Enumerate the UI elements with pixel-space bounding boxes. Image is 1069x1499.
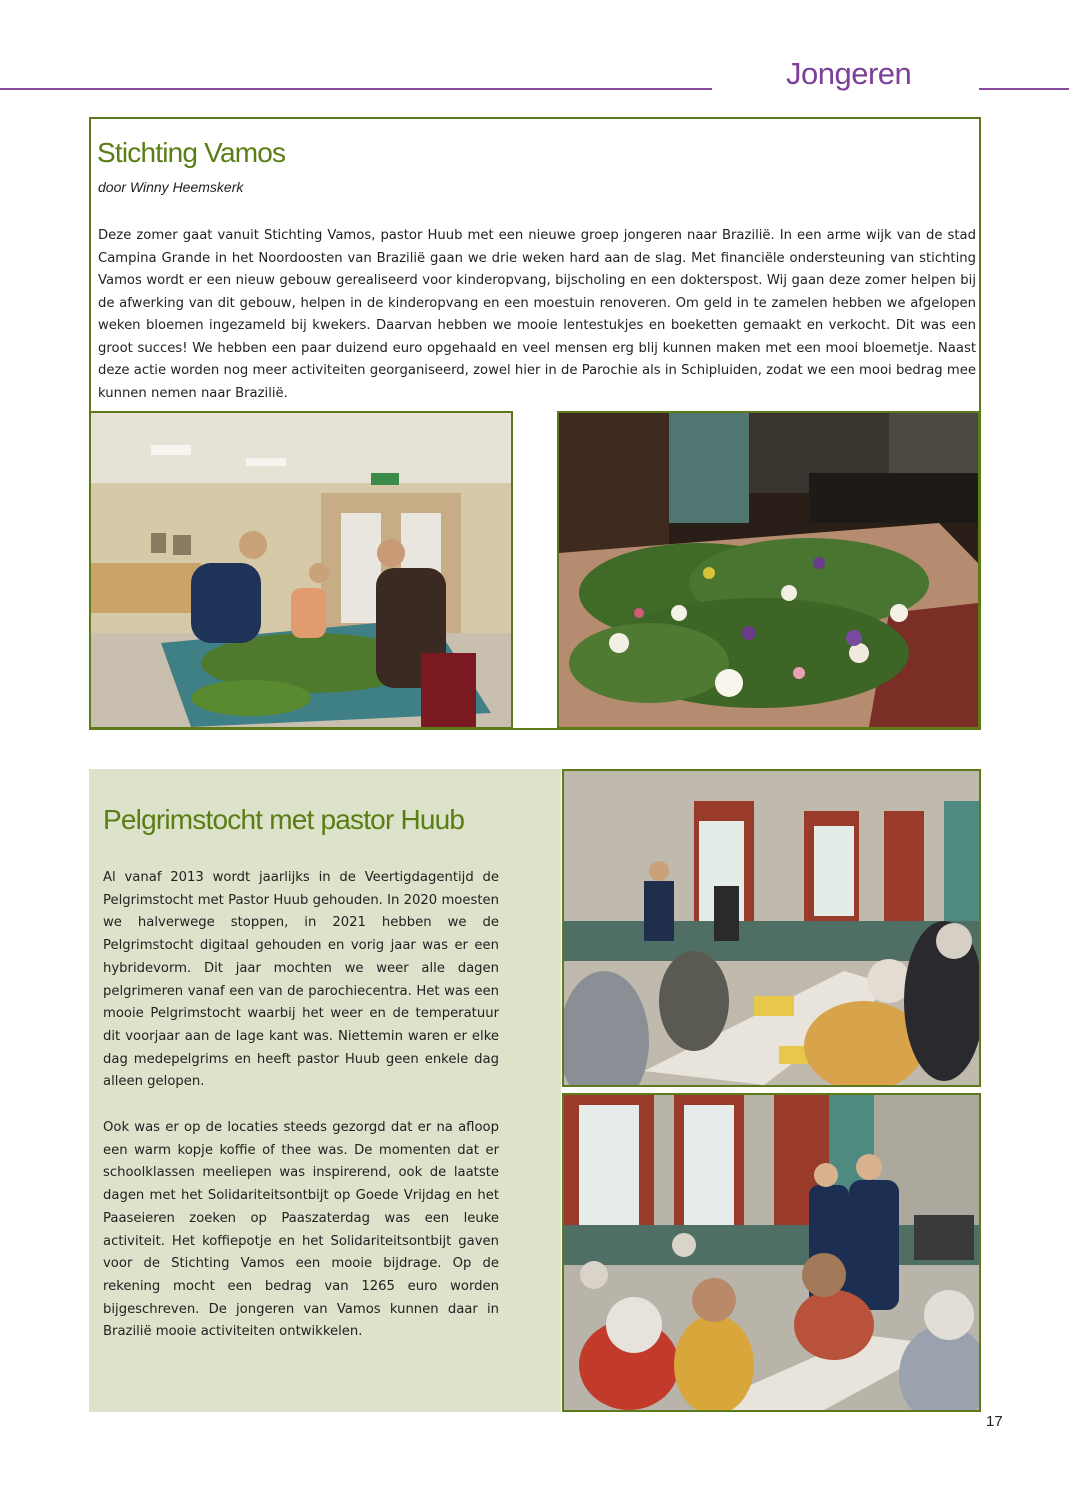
header-rule-right [979, 88, 1069, 90]
photo-flower-arrangements [557, 411, 980, 729]
photo-presentation-hall [562, 1093, 981, 1412]
header-rule-left [0, 88, 712, 90]
article-byline: door Winny Heemskerk [98, 179, 244, 195]
section-title: Jongeren [786, 56, 912, 91]
article-body: Deze zomer gaat vanuit Stichting Vamos, pastor Huub met een nieuwe groep jongeren naar Brazilië. In een arme wijk van de stad Campina Grande in het Noordoosten van Brazilië gaan we drie weken hard aan de slag. Met financiële ondersteuning van stichting Vamos wordt er een nieuw gebouw gerealiseerd voor kinderopvang, bijscholing en een dokterspost. Wij gaan deze zomer helpen bij de afwerking van dit gebouw, helpen in de kinderopvang en een moestuin renoveren. Om geld in te zamelen hebben we afgelopen weken bloemen ingezameld bij kwekers. Daarvan hebben we mooie lentestukjes en boeketten gemaakt en verkocht. Dit was een groot succes! We hebben een paar duizend euro opgehaald en veel mensen erg blij kunnen maken met een mooi bloemetje. Naast deze actie worden nog meer activiteiten georganiseerd, zowel hier in de Parochie als in Schipluiden, zodat we een mooi bedrag mee kunnen nemen naar Brazilië. [98, 228, 976, 401]
photo-flower-arranging [89, 411, 513, 729]
sidebar-paragraph-2: Ook was er op de locaties steeds gezorgd dat er na afloop een warm kopje koffie of thee was. De momenten dat er schoolklassen meeliepen was inspirerend, ook de laatste dagen met het Solidariteitsontbijt op Goede Vrijdag en het Paaseieren zoeken op Paaszaterdag was een leuke activiteit. Het koffiepotje en het Solidariteitsontbijt gaven voor de Stichting Vamos een mooie bijdrage. Op de rekening mocht een bedrag van 1265 euro worden bijgeschreven. De jongeren van Vamos kunnen daar in Brazilië mooie activiteiten ontwikkelen. [103, 1120, 499, 1340]
sidebar-paragraph-1: Al vanaf 2013 wordt jaarlijks in de Veertigdagentijd de Pelgrimstocht met Pastor Huub gehouden. In 2020 moesten we halverwege stoppen, in 2021 hebben we de Pelgrimstocht digitaal gehouden en vorig jaar was er een hybridevorm. Dit jaar mochten we weer alle dagen pelgrimeren vanaf een van de parochiecentra. Het was een mooie Pelgrimstocht waarbij het weer en de temperatuur dit voorjaar aan de lage kant was. Niettemin waren er elke dag medepelgrims en heeft pastor Huub geen enkele dag alleen gelopen. [103, 870, 499, 1090]
page-number: 17 [986, 1413, 1003, 1430]
article-title: Stichting Vamos [97, 137, 286, 168]
photo-breakfast-table [562, 769, 981, 1087]
sidebar-title: Pelgrimstocht met pastor Huub [103, 804, 465, 835]
